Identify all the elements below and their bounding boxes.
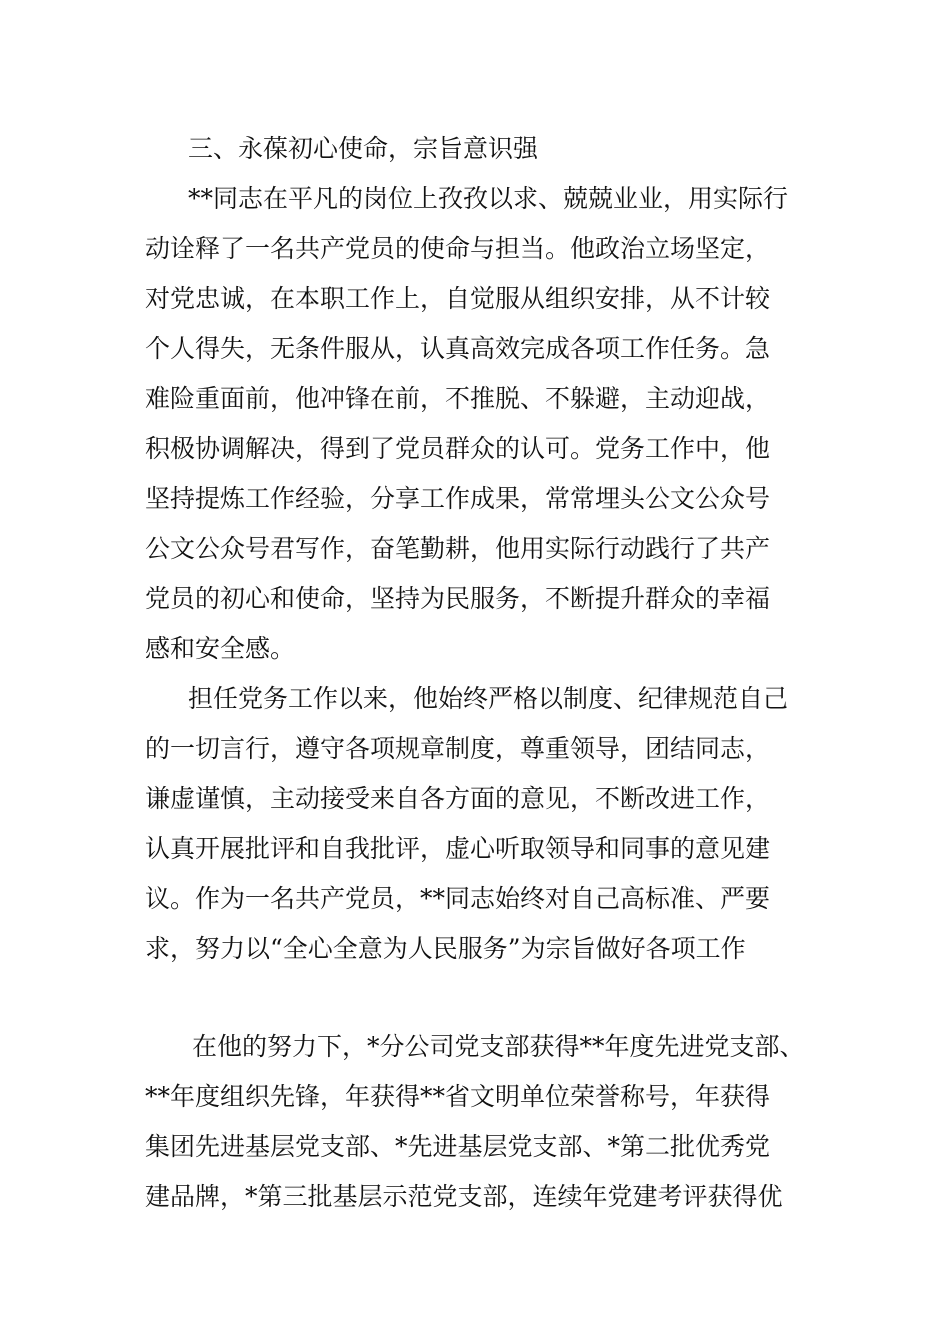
section-heading: 三、永葆初心使命，宗旨意识强 xyxy=(188,134,539,163)
paragraph-1-line-5: 难险重面前，他冲锋在前，不推脱、不躲避，主动迎战， xyxy=(145,384,771,413)
paragraph-2-line-6: 求，努力以“全心全意为人民服务”为宗旨做好各项工作 xyxy=(145,934,746,963)
paragraph-1-line-2: 动诠释了一名共产党员的使命与担当。他政治立场坚定， xyxy=(145,234,771,263)
paragraph-3-line-3: 集团先进基层党支部、*先进基层党支部、*第二批优秀党 xyxy=(145,1132,771,1161)
paragraph-3-line-2: **年度组织先锋，年获得**省文明单位荣誉称号，年获得 xyxy=(145,1082,771,1111)
paragraph-2-line-5: 议。作为一名共产党员，**同志始终对自己高标准、严要 xyxy=(145,884,771,913)
paragraph-2-line-4: 认真开展批评和自我批评，虚心听取领导和同事的意见建 xyxy=(145,834,771,863)
paragraph-1-line-10: 感和安全感。 xyxy=(145,634,296,663)
paragraph-1-line-4: 个人得失，无条件服从，认真高效完成各项工作任务。急 xyxy=(145,334,771,363)
paragraph-2-line-2: 的一切言行，遵守各项规章制度，尊重领导，团结同志， xyxy=(145,734,771,763)
paragraph-3-line-1: 在他的努力下，*分公司党支部获得**年度先进党支部、 xyxy=(192,1032,805,1061)
paragraph-2-line-1: 担任党务工作以来，他始终严格以制度、纪律规范自己 xyxy=(188,684,789,713)
paragraph-1-line-3: 对党忠诚，在本职工作上，自觉服从组织安排，从不计较 xyxy=(145,284,771,313)
paragraph-1-line-8: 公文公众号君写作，奋笔勤耕，他用实际行动践行了共产 xyxy=(145,534,771,563)
paragraph-1-line-6: 积极协调解决，得到了党员群众的认可。党务工作中，他 xyxy=(145,434,771,463)
paragraph-2-line-3: 谦虚谨慎，主动接受来自各方面的意见，不断改进工作， xyxy=(145,784,771,813)
paragraph-1-line-1: **同志在平凡的岗位上孜孜以求、兢兢业业，用实际行 xyxy=(188,184,789,213)
paragraph-1-line-7: 坚持提炼工作经验，分享工作成果，常常埋头公文公众号 xyxy=(145,484,771,513)
paragraph-1-line-9: 党员的初心和使命，坚持为民服务，不断提升群众的幸福 xyxy=(145,584,771,613)
paragraph-3-line-4: 建品牌，*第三批基层示范党支部，连续年党建考评获得优 xyxy=(145,1182,783,1211)
